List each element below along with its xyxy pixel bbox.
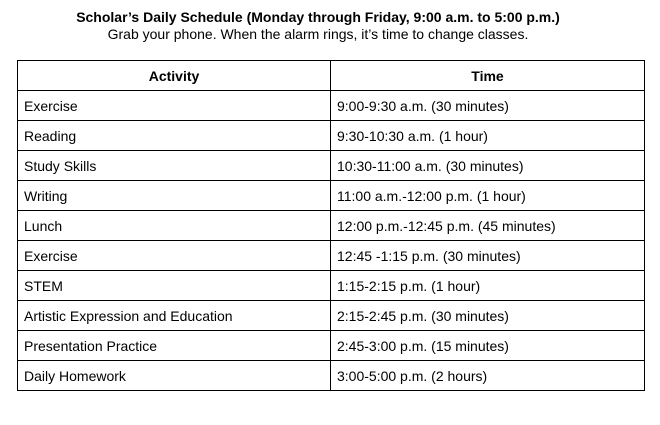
activity-cell: Lunch: [18, 211, 331, 241]
time-cell: 2:45-3:00 p.m. (15 minutes): [331, 331, 645, 361]
activity-cell: Reading: [18, 121, 331, 151]
table-row: [18, 121, 645, 151]
page-subtitle: Grab your phone. When the alarm rings, it’s time to change classes.: [107, 26, 529, 42]
table-row: [18, 271, 645, 301]
time-cell: 9:00-9:30 a.m. (30 minutes): [331, 91, 645, 121]
schedule-table: [17, 60, 645, 391]
table-row: [18, 241, 645, 271]
activity-cell: Daily Homework: [18, 361, 331, 391]
activity-cell: Exercise: [18, 91, 331, 121]
page-title: Scholar’s Daily Schedule (Monday through Friday, 9:00 a.m. to 5:00 p.m.): [76, 9, 560, 25]
table-row: [18, 91, 645, 121]
table-row: [18, 361, 645, 391]
table-row: [18, 331, 645, 361]
activity-cell: Artistic Expression and Education: [18, 301, 331, 331]
activity-cell: Study Skills: [18, 151, 331, 181]
time-cell: 12:45 -1:15 p.m. (30 minutes): [331, 241, 645, 271]
activity-cell: Exercise: [18, 241, 331, 271]
time-cell: 11:00 a.m.-12:00 p.m. (1 hour): [331, 181, 645, 211]
column-header-time: Time: [331, 61, 645, 91]
time-cell: 2:15-2:45 p.m. (30 minutes): [331, 301, 645, 331]
time-cell: 1:15-2:15 p.m. (1 hour): [331, 271, 645, 301]
table-header-row: [18, 61, 645, 91]
table-row: [18, 301, 645, 331]
activity-cell: STEM: [18, 271, 331, 301]
time-cell: 3:00-5:00 p.m. (2 hours): [331, 361, 645, 391]
time-cell: 12:00 p.m.-12:45 p.m. (45 minutes): [331, 211, 645, 241]
schedule-header: [0, 8, 636, 43]
table-row: [18, 211, 645, 241]
activity-cell: Writing: [18, 181, 331, 211]
time-cell: 9:30-10:30 a.m. (1 hour): [331, 121, 645, 151]
time-cell: 10:30-11:00 a.m. (30 minutes): [331, 151, 645, 181]
activity-cell: Presentation Practice: [18, 331, 331, 361]
table-row: [18, 151, 645, 181]
column-header-activity: Activity: [18, 61, 331, 91]
table-row: [18, 181, 645, 211]
